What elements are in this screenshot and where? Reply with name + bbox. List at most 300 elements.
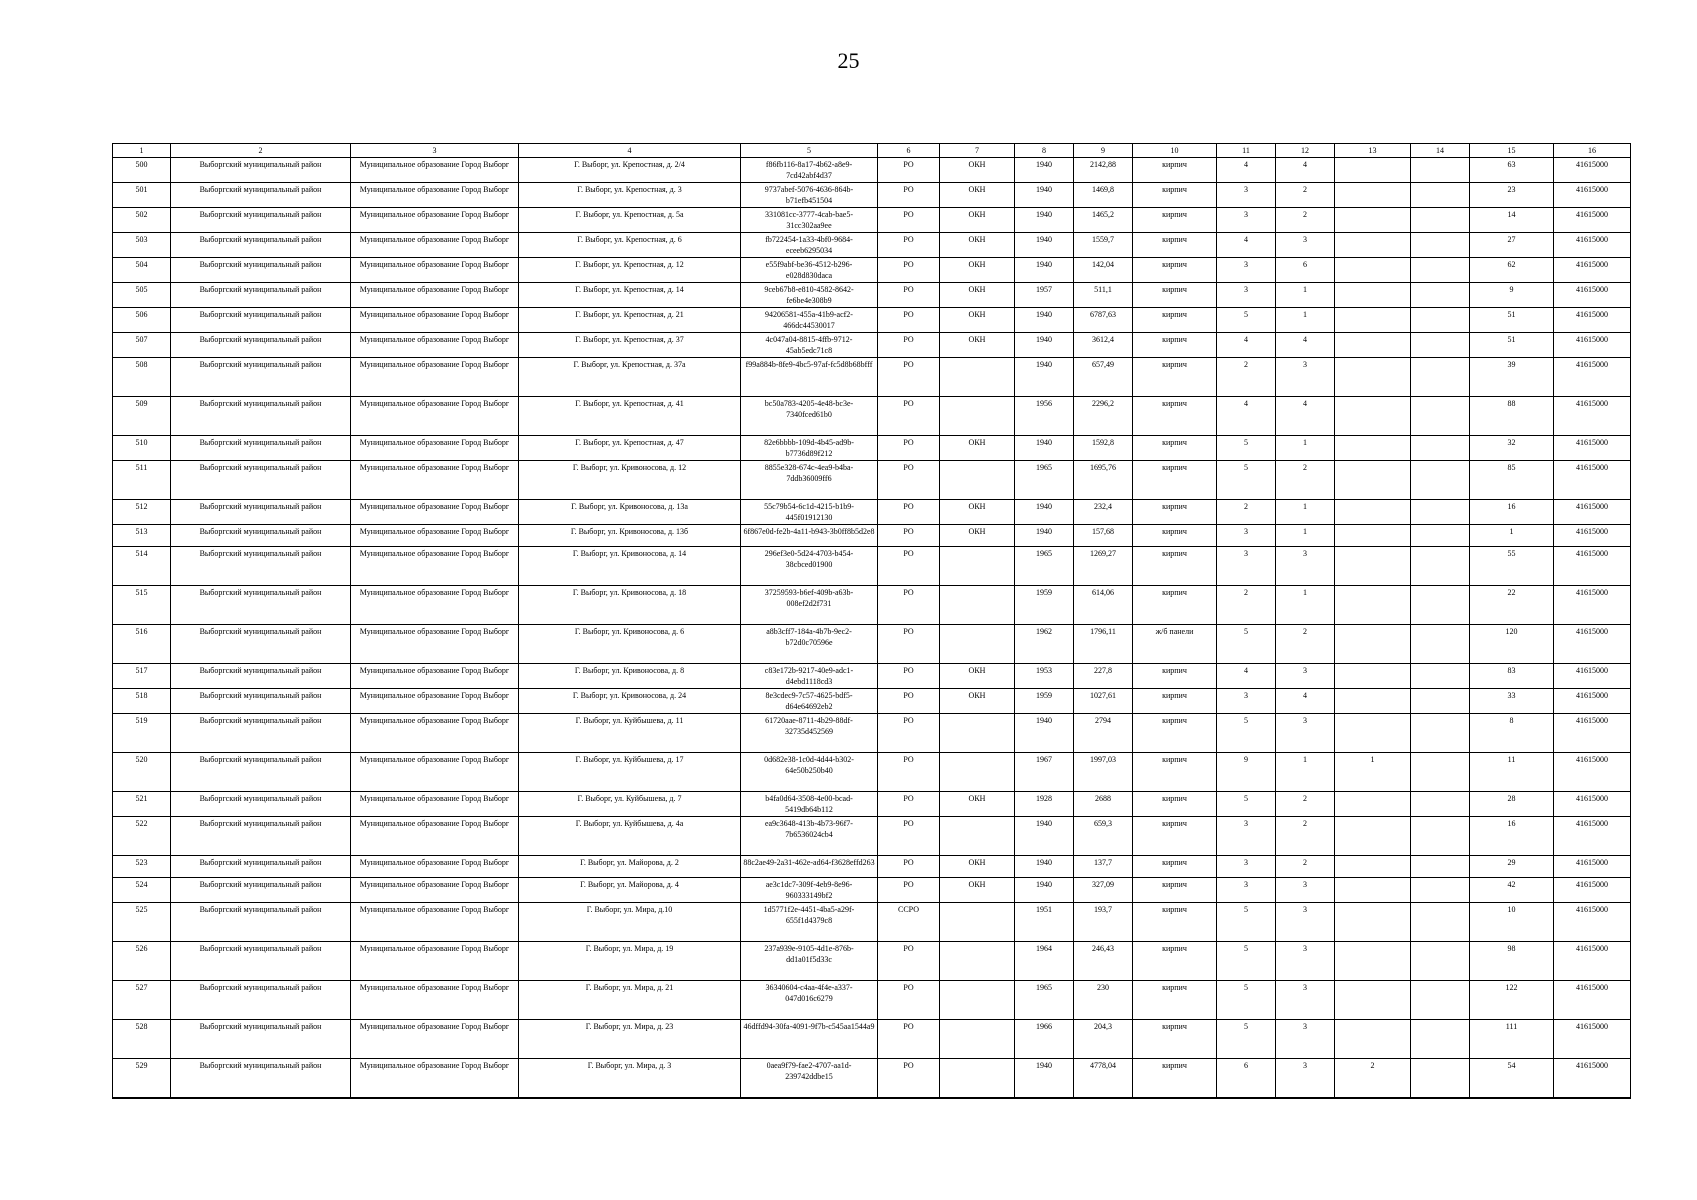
- table-row: [113, 625, 1631, 664]
- table-row: [113, 664, 1631, 689]
- address-cell: Г. Выборг, ул. Крепостная, д. 37а: [519, 358, 741, 397]
- entrances-cell: 1: [1276, 436, 1335, 461]
- column-number-header: 5: [741, 144, 878, 158]
- floors-cell: 5: [1217, 436, 1276, 461]
- column-15-cell: 98: [1470, 942, 1554, 981]
- column-number-row: [113, 144, 1631, 158]
- column-13-cell: [1335, 461, 1411, 500]
- table-row: [113, 397, 1631, 436]
- okn-cell: ОКН: [940, 878, 1015, 903]
- column-15-cell: 120: [1470, 625, 1554, 664]
- fund-type-cell: РО: [878, 625, 940, 664]
- fund-type-cell: РО: [878, 664, 940, 689]
- column-13-cell: [1335, 792, 1411, 817]
- district-cell: Выборгский муниципальный район: [171, 817, 351, 856]
- address-cell: Г. Выборг, ул. Крепостная, д. 12: [519, 258, 741, 283]
- okn-cell: [940, 625, 1015, 664]
- municipality-cell: Муниципальное образование Город Выборг: [351, 461, 519, 500]
- okn-cell: ОКН: [940, 856, 1015, 878]
- row-number-cell: 527: [113, 981, 171, 1020]
- entrances-cell: 3: [1276, 664, 1335, 689]
- guid-cell: 6f867e0d-fe2b-4a11-b943-3b0ff8b5d2e8: [741, 525, 878, 547]
- municipality-cell: Муниципальное образование Город Выборг: [351, 664, 519, 689]
- row-number-cell: 510: [113, 436, 171, 461]
- municipality-cell: Муниципальное образование Город Выборг: [351, 903, 519, 942]
- area-cell: 2794: [1074, 714, 1133, 753]
- table-row: [113, 158, 1631, 183]
- table-row: [113, 333, 1631, 358]
- row-number-cell: 529: [113, 1059, 171, 1099]
- guid-cell: 36340604-c4aa-4f4e-a337-047d016c6279: [741, 981, 878, 1020]
- year-cell: 1940: [1015, 878, 1074, 903]
- wall-material-cell: кирпич: [1133, 500, 1217, 525]
- okn-cell: ОКН: [940, 283, 1015, 308]
- row-number-cell: 507: [113, 333, 171, 358]
- district-cell: Выборгский муниципальный район: [171, 942, 351, 981]
- column-15-cell: 83: [1470, 664, 1554, 689]
- guid-cell: 0d682e38-1c0d-4d44-b302-64e50b250b40: [741, 753, 878, 792]
- district-cell: Выборгский муниципальный район: [171, 903, 351, 942]
- area-cell: 327,09: [1074, 878, 1133, 903]
- column-14-cell: [1411, 358, 1470, 397]
- table-row: [113, 208, 1631, 233]
- guid-cell: c83e172b-9217-40e9-adc1-d4ebd1118cd3: [741, 664, 878, 689]
- address-cell: Г. Выборг, ул. Мира, д. 19: [519, 942, 741, 981]
- column-14-cell: [1411, 856, 1470, 878]
- fund-type-cell: РО: [878, 981, 940, 1020]
- column-14-cell: [1411, 461, 1470, 500]
- column-14-cell: [1411, 792, 1470, 817]
- column-13-cell: [1335, 397, 1411, 436]
- oktmo-cell: 41615000: [1554, 903, 1631, 942]
- address-cell: Г. Выборг, ул. Мира, д.10: [519, 903, 741, 942]
- oktmo-cell: 41615000: [1554, 333, 1631, 358]
- area-cell: 1997,03: [1074, 753, 1133, 792]
- fund-type-cell: РО: [878, 856, 940, 878]
- municipality-cell: Муниципальное образование Город Выборг: [351, 208, 519, 233]
- column-15-cell: 32: [1470, 436, 1554, 461]
- area-cell: 227,8: [1074, 664, 1133, 689]
- year-cell: 1953: [1015, 664, 1074, 689]
- year-cell: 1966: [1015, 1020, 1074, 1059]
- guid-cell: 94206581-455a-41b9-acf2-466dc44530017: [741, 308, 878, 333]
- row-number-cell: 501: [113, 183, 171, 208]
- housing-registry-table: [112, 143, 1631, 1099]
- column-14-cell: [1411, 942, 1470, 981]
- column-number-header: 8: [1015, 144, 1074, 158]
- wall-material-cell: кирпич: [1133, 461, 1217, 500]
- row-number-cell: 528: [113, 1020, 171, 1059]
- row-number-cell: 516: [113, 625, 171, 664]
- oktmo-cell: 41615000: [1554, 878, 1631, 903]
- row-number-cell: 522: [113, 817, 171, 856]
- row-number-cell: 509: [113, 397, 171, 436]
- wall-material-cell: кирпич: [1133, 436, 1217, 461]
- entrances-cell: 3: [1276, 1020, 1335, 1059]
- wall-material-cell: кирпич: [1133, 547, 1217, 586]
- column-14-cell: [1411, 817, 1470, 856]
- okn-cell: [940, 753, 1015, 792]
- district-cell: Выборгский муниципальный район: [171, 525, 351, 547]
- municipality-cell: Муниципальное образование Город Выборг: [351, 233, 519, 258]
- district-cell: Выборгский муниципальный район: [171, 461, 351, 500]
- address-cell: Г. Выборг, ул. Майорова, д. 2: [519, 856, 741, 878]
- row-number-cell: 517: [113, 664, 171, 689]
- fund-type-cell: РО: [878, 586, 940, 625]
- wall-material-cell: кирпич: [1133, 258, 1217, 283]
- wall-material-cell: кирпич: [1133, 714, 1217, 753]
- column-15-cell: 11: [1470, 753, 1554, 792]
- column-14-cell: [1411, 903, 1470, 942]
- year-cell: 1940: [1015, 358, 1074, 397]
- address-cell: Г. Выборг, ул. Кривоносова, д. 12: [519, 461, 741, 500]
- table-body: [113, 158, 1631, 1099]
- column-13-cell: [1335, 714, 1411, 753]
- wall-material-cell: кирпич: [1133, 817, 1217, 856]
- page-number: 25: [837, 48, 860, 73]
- table-row: [113, 981, 1631, 1020]
- district-cell: Выборгский муниципальный район: [171, 792, 351, 817]
- guid-cell: 237a939e-9105-4d1e-876b-dd1a01f5d33c: [741, 942, 878, 981]
- oktmo-cell: 41615000: [1554, 308, 1631, 333]
- entrances-cell: 1: [1276, 308, 1335, 333]
- column-number-header: 11: [1217, 144, 1276, 158]
- row-number-cell: 523: [113, 856, 171, 878]
- area-cell: 6787,63: [1074, 308, 1133, 333]
- column-number-header: 10: [1133, 144, 1217, 158]
- oktmo-cell: 41615000: [1554, 981, 1631, 1020]
- column-15-cell: 122: [1470, 981, 1554, 1020]
- entrances-cell: 3: [1276, 714, 1335, 753]
- floors-cell: 3: [1217, 856, 1276, 878]
- entrances-cell: 3: [1276, 981, 1335, 1020]
- wall-material-cell: кирпич: [1133, 753, 1217, 792]
- entrances-cell: 1: [1276, 586, 1335, 625]
- municipality-cell: Муниципальное образование Город Выборг: [351, 258, 519, 283]
- district-cell: Выборгский муниципальный район: [171, 283, 351, 308]
- municipality-cell: Муниципальное образование Город Выборг: [351, 625, 519, 664]
- column-15-cell: 16: [1470, 817, 1554, 856]
- column-15-cell: 51: [1470, 308, 1554, 333]
- floors-cell: 3: [1217, 208, 1276, 233]
- entrances-cell: 2: [1276, 183, 1335, 208]
- fund-type-cell: ССРО: [878, 903, 940, 942]
- floors-cell: 5: [1217, 308, 1276, 333]
- oktmo-cell: 41615000: [1554, 689, 1631, 714]
- oktmo-cell: 41615000: [1554, 208, 1631, 233]
- guid-cell: b4fa0d64-3508-4e00-bcad-5419db64b112: [741, 792, 878, 817]
- wall-material-cell: кирпич: [1133, 1059, 1217, 1099]
- year-cell: 1967: [1015, 753, 1074, 792]
- table-row: [113, 689, 1631, 714]
- entrances-cell: 4: [1276, 158, 1335, 183]
- column-number-header: 2: [171, 144, 351, 158]
- year-cell: 1965: [1015, 461, 1074, 500]
- column-15-cell: 16: [1470, 500, 1554, 525]
- wall-material-cell: кирпич: [1133, 158, 1217, 183]
- row-number-cell: 511: [113, 461, 171, 500]
- municipality-cell: Муниципальное образование Город Выборг: [351, 586, 519, 625]
- table-row: [113, 358, 1631, 397]
- district-cell: Выборгский муниципальный район: [171, 878, 351, 903]
- fund-type-cell: РО: [878, 1059, 940, 1099]
- wall-material-cell: ж/б панели: [1133, 625, 1217, 664]
- column-14-cell: [1411, 500, 1470, 525]
- oktmo-cell: 41615000: [1554, 461, 1631, 500]
- year-cell: 1940: [1015, 856, 1074, 878]
- column-13-cell: [1335, 283, 1411, 308]
- area-cell: 246,43: [1074, 942, 1133, 981]
- column-number-header: 6: [878, 144, 940, 158]
- wall-material-cell: кирпич: [1133, 525, 1217, 547]
- column-14-cell: [1411, 878, 1470, 903]
- column-13-cell: [1335, 525, 1411, 547]
- municipality-cell: Муниципальное образование Город Выборг: [351, 308, 519, 333]
- floors-cell: 3: [1217, 183, 1276, 208]
- municipality-cell: Муниципальное образование Город Выборг: [351, 397, 519, 436]
- guid-cell: 37259593-b6ef-409b-a63b-008ef2d2f731: [741, 586, 878, 625]
- district-cell: Выборгский муниципальный район: [171, 333, 351, 358]
- table-row: [113, 461, 1631, 500]
- oktmo-cell: 41615000: [1554, 258, 1631, 283]
- okn-cell: [940, 397, 1015, 436]
- guid-cell: f99a884b-8fe9-4bc5-97af-fc5d8b68bfff: [741, 358, 878, 397]
- guid-cell: 9737abef-5076-4636-864b-b71efb451504: [741, 183, 878, 208]
- fund-type-cell: РО: [878, 333, 940, 358]
- okn-cell: ОКН: [940, 333, 1015, 358]
- column-14-cell: [1411, 625, 1470, 664]
- municipality-cell: Муниципальное образование Город Выборг: [351, 358, 519, 397]
- okn-cell: [940, 586, 1015, 625]
- guid-cell: f86fb116-8a17-4b62-a8e9-7cd42abf4d37: [741, 158, 878, 183]
- column-number-header: 15: [1470, 144, 1554, 158]
- column-13-cell: 1: [1335, 753, 1411, 792]
- column-13-cell: [1335, 500, 1411, 525]
- column-13-cell: [1335, 333, 1411, 358]
- wall-material-cell: кирпич: [1133, 397, 1217, 436]
- year-cell: 1959: [1015, 586, 1074, 625]
- column-15-cell: 42: [1470, 878, 1554, 903]
- floors-cell: 5: [1217, 903, 1276, 942]
- floors-cell: 3: [1217, 689, 1276, 714]
- wall-material-cell: кирпич: [1133, 664, 1217, 689]
- okn-cell: ОКН: [940, 525, 1015, 547]
- municipality-cell: Муниципальное образование Город Выборг: [351, 714, 519, 753]
- floors-cell: 3: [1217, 547, 1276, 586]
- okn-cell: ОКН: [940, 208, 1015, 233]
- district-cell: Выборгский муниципальный район: [171, 208, 351, 233]
- row-number-cell: 505: [113, 283, 171, 308]
- entrances-cell: 3: [1276, 1059, 1335, 1099]
- oktmo-cell: 41615000: [1554, 817, 1631, 856]
- fund-type-cell: РО: [878, 753, 940, 792]
- column-15-cell: 9: [1470, 283, 1554, 308]
- row-number-cell: 520: [113, 753, 171, 792]
- table-row: [113, 525, 1631, 547]
- column-14-cell: [1411, 158, 1470, 183]
- column-14-cell: [1411, 586, 1470, 625]
- column-13-cell: [1335, 233, 1411, 258]
- row-number-cell: 515: [113, 586, 171, 625]
- year-cell: 1940: [1015, 233, 1074, 258]
- column-13-cell: [1335, 942, 1411, 981]
- district-cell: Выборгский муниципальный район: [171, 397, 351, 436]
- row-number-cell: 512: [113, 500, 171, 525]
- municipality-cell: Муниципальное образование Город Выборг: [351, 333, 519, 358]
- row-number-cell: 504: [113, 258, 171, 283]
- fund-type-cell: РО: [878, 792, 940, 817]
- address-cell: Г. Выборг, ул. Крепостная, д. 2/4: [519, 158, 741, 183]
- year-cell: 1940: [1015, 436, 1074, 461]
- year-cell: 1940: [1015, 158, 1074, 183]
- row-number-cell: 521: [113, 792, 171, 817]
- table-row: [113, 856, 1631, 878]
- floors-cell: 5: [1217, 714, 1276, 753]
- row-number-cell: 525: [113, 903, 171, 942]
- guid-cell: 1d5771f2e-4451-4ba5-a29f-655f1d4379c8: [741, 903, 878, 942]
- table-row: [113, 586, 1631, 625]
- fund-type-cell: РО: [878, 547, 940, 586]
- floors-cell: 5: [1217, 1020, 1276, 1059]
- wall-material-cell: кирпич: [1133, 981, 1217, 1020]
- district-cell: Выборгский муниципальный район: [171, 753, 351, 792]
- column-15-cell: 1: [1470, 525, 1554, 547]
- area-cell: 2142,88: [1074, 158, 1133, 183]
- year-cell: 1959: [1015, 689, 1074, 714]
- area-cell: 1027,61: [1074, 689, 1133, 714]
- row-number-cell: 502: [113, 208, 171, 233]
- column-15-cell: 62: [1470, 258, 1554, 283]
- address-cell: Г. Выборг, ул. Кривоносова, д. 24: [519, 689, 741, 714]
- table-row: [113, 183, 1631, 208]
- year-cell: 1940: [1015, 258, 1074, 283]
- okn-cell: [940, 1020, 1015, 1059]
- wall-material-cell: кирпич: [1133, 1020, 1217, 1059]
- column-14-cell: [1411, 525, 1470, 547]
- oktmo-cell: 41615000: [1554, 625, 1631, 664]
- entrances-cell: 1: [1276, 753, 1335, 792]
- column-15-cell: 33: [1470, 689, 1554, 714]
- oktmo-cell: 41615000: [1554, 792, 1631, 817]
- year-cell: 1940: [1015, 714, 1074, 753]
- municipality-cell: Муниципальное образование Город Выборг: [351, 792, 519, 817]
- okn-cell: ОКН: [940, 158, 1015, 183]
- column-14-cell: [1411, 547, 1470, 586]
- guid-cell: 296ef3e0-5d24-4703-b454-38cbced01900: [741, 547, 878, 586]
- address-cell: Г. Выборг, ул. Крепостная, д. 37: [519, 333, 741, 358]
- fund-type-cell: РО: [878, 397, 940, 436]
- oktmo-cell: 41615000: [1554, 283, 1631, 308]
- address-cell: Г. Выборг, ул. Кривоносова, д. 13а: [519, 500, 741, 525]
- entrances-cell: 6: [1276, 258, 1335, 283]
- area-cell: 2688: [1074, 792, 1133, 817]
- floors-cell: 5: [1217, 981, 1276, 1020]
- table-row: [113, 714, 1631, 753]
- okn-cell: [940, 903, 1015, 942]
- entrances-cell: 4: [1276, 689, 1335, 714]
- address-cell: Г. Выборг, ул. Кривоносова, д. 6: [519, 625, 741, 664]
- area-cell: 3612,4: [1074, 333, 1133, 358]
- guid-cell: a8b3cff7-184a-4b7b-9ec2-b72d0c70596e: [741, 625, 878, 664]
- fund-type-cell: РО: [878, 714, 940, 753]
- column-15-cell: 88: [1470, 397, 1554, 436]
- okn-cell: [940, 1059, 1015, 1099]
- year-cell: 1940: [1015, 1059, 1074, 1099]
- floors-cell: 3: [1217, 525, 1276, 547]
- floors-cell: 4: [1217, 333, 1276, 358]
- year-cell: 1940: [1015, 525, 1074, 547]
- district-cell: Выборгский муниципальный район: [171, 547, 351, 586]
- district-cell: Выборгский муниципальный район: [171, 714, 351, 753]
- district-cell: Выборгский муниципальный район: [171, 856, 351, 878]
- column-13-cell: [1335, 981, 1411, 1020]
- entrances-cell: 1: [1276, 500, 1335, 525]
- column-14-cell: [1411, 753, 1470, 792]
- column-number-header: 4: [519, 144, 741, 158]
- fund-type-cell: РО: [878, 233, 940, 258]
- column-14-cell: [1411, 1020, 1470, 1059]
- column-15-cell: 14: [1470, 208, 1554, 233]
- municipality-cell: Муниципальное образование Город Выборг: [351, 817, 519, 856]
- oktmo-cell: 41615000: [1554, 753, 1631, 792]
- floors-cell: 3: [1217, 878, 1276, 903]
- table-row: [113, 308, 1631, 333]
- address-cell: Г. Выборг, ул. Майорова, д. 4: [519, 878, 741, 903]
- okn-cell: ОКН: [940, 183, 1015, 208]
- entrances-cell: 4: [1276, 333, 1335, 358]
- column-15-cell: 63: [1470, 158, 1554, 183]
- district-cell: Выборгский муниципальный район: [171, 436, 351, 461]
- oktmo-cell: 41615000: [1554, 856, 1631, 878]
- district-cell: Выборгский муниципальный район: [171, 586, 351, 625]
- guid-cell: 9ceb67b8-e810-4582-8642-fe6be4e308b9: [741, 283, 878, 308]
- column-15-cell: 51: [1470, 333, 1554, 358]
- floors-cell: 2: [1217, 358, 1276, 397]
- table-row: [113, 547, 1631, 586]
- entrances-cell: 2: [1276, 792, 1335, 817]
- address-cell: Г. Выборг, ул. Крепостная, д. 5а: [519, 208, 741, 233]
- area-cell: 204,3: [1074, 1020, 1133, 1059]
- wall-material-cell: кирпич: [1133, 942, 1217, 981]
- area-cell: 1796,11: [1074, 625, 1133, 664]
- floors-cell: 2: [1217, 586, 1276, 625]
- wall-material-cell: кирпич: [1133, 283, 1217, 308]
- guid-cell: ae3c1dc7-309f-4eb9-8e96-960333149bf2: [741, 878, 878, 903]
- area-cell: 230: [1074, 981, 1133, 1020]
- okn-cell: ОКН: [940, 233, 1015, 258]
- column-13-cell: [1335, 1020, 1411, 1059]
- column-14-cell: [1411, 233, 1470, 258]
- column-15-cell: 29: [1470, 856, 1554, 878]
- municipality-cell: Муниципальное образование Город Выборг: [351, 500, 519, 525]
- area-cell: 4778,04: [1074, 1059, 1133, 1099]
- okn-cell: ОКН: [940, 664, 1015, 689]
- year-cell: 1956: [1015, 397, 1074, 436]
- table-row: [113, 1059, 1631, 1099]
- column-13-cell: [1335, 358, 1411, 397]
- district-cell: Выборгский муниципальный район: [171, 183, 351, 208]
- entrances-cell: 2: [1276, 208, 1335, 233]
- table-row: [113, 878, 1631, 903]
- address-cell: Г. Выборг, ул. Мира, д. 3: [519, 1059, 741, 1099]
- area-cell: 657,49: [1074, 358, 1133, 397]
- column-13-cell: [1335, 625, 1411, 664]
- year-cell: 1962: [1015, 625, 1074, 664]
- floors-cell: 3: [1217, 817, 1276, 856]
- row-number-cell: 526: [113, 942, 171, 981]
- okn-cell: [940, 358, 1015, 397]
- area-cell: 614,06: [1074, 586, 1133, 625]
